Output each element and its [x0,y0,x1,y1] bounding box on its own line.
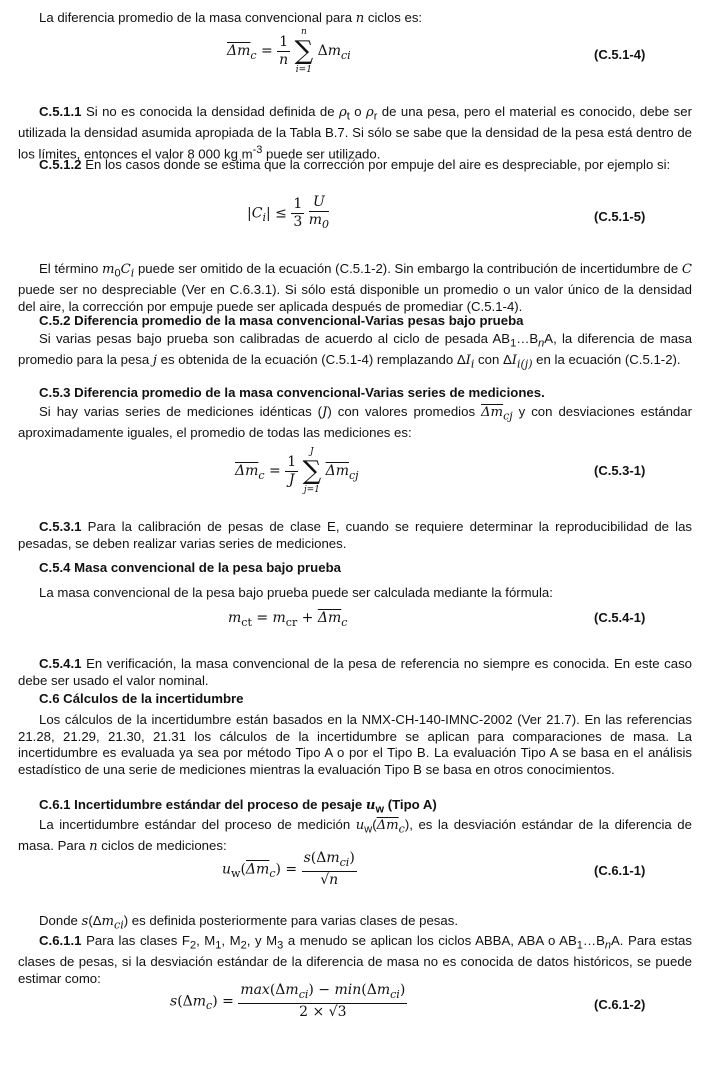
equation-c541: $m_{ct} = m_{cr} + \overline{\Delta m}_c$ [228,610,348,629]
paragraph-c6-1-1: C.6.1.1 Para las clases $F_2$, $M_1$, $M_2$, y $M_3$ a menudo se aplican los ciclos ABBA, ABA o $AB_1\dots B_nA$. Para estas clases de pesas, si la desviación estándar de la diferencia de masa no es conocida de datos históricos, se puede estimar como: [18,933,692,986]
text-c541: En verificación, la masa convencional de la pesa de referencia no siempre es conocida. En este caso debe ser usado el valor nominal. [18,656,692,688]
heading-c54: C.5.4 Masa convencional de la pesa bajo prueba [39,560,341,575]
eq-number-c541: (C.5.4-1) [594,610,646,625]
equation-c612: $s(\Delta m_c)$ = $\frac{\max(\Delta m_{ci}) - \min(\Delta m_{ci})}{2 \times √3}$ [170,982,406,1020]
paragraph-c511: C.5.1.1 Si no es conocida la densidad definida de $\rho_t$ o $\rho_r$ de una pesa, pero el material es conocido, debe ser utilizada la densidad asumida apropiada de la Tabla B.7. Si sólo se sabe que la densidad de la pesa está dentro de los límites, entonces el valor 8 000 kg $m^{-3}$ puede ser utilizado. [18,104,692,162]
paragraph-c53: Si hay varias series de mediciones idénticas (J) con valores promedios $\overline{\Delta m}_{cj}$ y con desviaciones estándar aproximadamente iguales, el promedio de todas las mediciones es: [18,404,692,441]
equation-c514: $\overline{\Delta m}_c$ = $\frac{1}{n}$ n ∑ i=1 $\Delta m_{ci}$ [227,27,351,75]
eq-number-c514: (C.5.1-4) [594,47,646,62]
intro-text [18,10,692,28]
paragraph-c512: C.5.1.2 En los casos donde se estima que la corrección por empuje del aire es despreciable, por ejemplo si: [39,157,671,172]
equation-c531: $\overline{\Delta m}_c$ = $\frac{1}{J}$ J ∑ j=1 $\overline{\Delta m}_{cj}$ [235,447,359,495]
paragraph-c61: La incertidumbre estándar del proceso de medición $u_w(\overline{\Delta m}_c)$, es la desviación estándar de la diferencia de masa. Para n ciclos de mediciones: [18,817,692,855]
heading-c53: C.5.3 Diferencia promedio de la masa convencional-Varias series de mediciones. [39,385,545,400]
paragraph-donde: Donde $s(\Delta m_{ci})$ es definida posteriormente para varias clases de pesas. [39,913,458,932]
intro-label: La diferencia promedio de la masa convencional para n ciclos es: [39,10,423,26]
paragraph-c531: C.5.3.1 Para la calibración de pesas de clase E, cuando se requiere determinar la reproducibilidad de las pesadas, se deben realizar varias series de mediciones. [18,519,692,551]
text-c531: Para la calibración de pesas de clase E, cuando se requiere determinar la reproducibilidad de las pesadas, se deben realizar varias series de mediciones. [18,519,692,551]
heading-c52: C.5.2 Diferencia promedio de la masa convencional-Varias pesas bajo prueba [39,313,524,328]
paragraph-c6: Los cálculos de la incertidumbre están basados en la NMX-CH-140-IMNC-2002 (Ver 21.7). En las referencias 21.28, 21.29, 21.30, 21.31 los cálculos de la incertidumbre se aplican para comparaciones de masa. La incertidumbre es evaluada ya sea por método Tipo A o por el Tipo B. La evaluación Tipo A se basa en el análisis estadístico de una serie de mediciones mientras la evaluación Tipo B se basa en otros conocimientos. [18,712,692,777]
equation-c611: $u_w(\overline{\Delta m}_c)$ = $\frac{s(\Delta m_{ci})}{√n}$ [222,850,355,888]
eq-number-c515: (C.5.1-5) [594,209,646,224]
paragraph-term: El término $m_0C_i$ puede ser omitido de la ecuación (C.5.1-2). Sin embargo la contribución de incertidumbre de C puede ser no despreciable (Ver en C.6.3.1). Si sólo está disponible un promedio o un valor único de la densidad del aire, la corrección por empuje puede ser aplicada después de promediar (C.5.1-4). [18,261,692,314]
eq-number-c611: (C.6.1-1) [594,863,646,878]
text-c512: En los casos donde se estima que la corrección por empuje del aire es despreciable, por ejemplo si: [85,157,671,172]
paragraph-c541: C.5.4.1 En verificación, la masa convencional de la pesa de referencia no siempre es conocida. En este caso debe ser usado el valor nominal. [18,656,692,688]
paragraph-c54: La masa convencional de la pesa bajo prueba puede ser calculada mediante la fórmula: [39,585,553,600]
equation-c515: $|C_i|$ ≤ $\frac{1}{3}$ $\frac{U}{m_0}$ [247,194,329,231]
eq-number-c531: (C.5.3-1) [594,463,646,478]
heading-c6: C.6 Cálculos de la incertidumbre [39,691,244,706]
heading-c61: C.6.1 Incertidumbre estándar del proceso de pesaje $u_w$ (Tipo A) [39,797,437,816]
eq-number-c612: (C.6.1-2) [594,997,646,1012]
paragraph-c52: Si varias pesas bajo prueba son calibradas de acuerdo al ciclo de pesada $AB_1\dots B_nA$, la diferencia de masa promedio para la pesa j es obtenida de la ecuación (C.5.1-4) remplazando $\Delta I_i$ con $\Delta I_{i(j)}$ en la ecuación (C.5.1-2). [18,331,692,371]
label-c511: C.5.1.1 [39,104,82,119]
